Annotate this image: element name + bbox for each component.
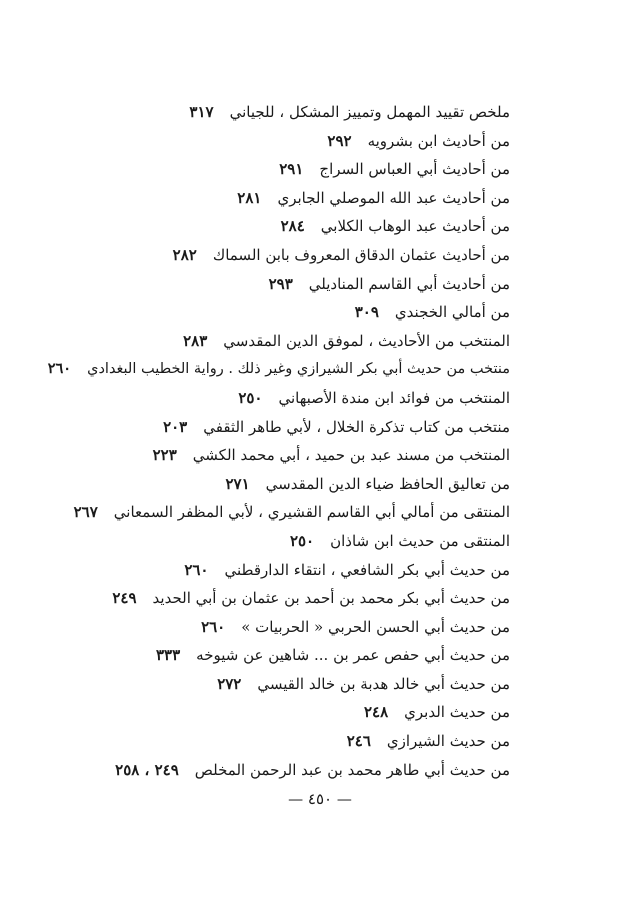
entry-page-numbers: ٣٣٣ <box>156 646 181 665</box>
page-footer <box>0 790 640 808</box>
entry-title: من حديث أبي طاهر محمد بن عبد الرحمن المخلص <box>194 760 510 779</box>
entry-title: من حديث أبي حفص عمر بن ... شاهين عن شيوخه <box>196 646 510 665</box>
index-entry <box>40 498 510 527</box>
index-entry <box>40 756 510 785</box>
index-entry <box>40 670 510 699</box>
index-entry <box>40 727 510 756</box>
entry-page-numbers: ٢٩٣ <box>268 274 293 293</box>
entry-page-numbers: ٢٤٩ <box>112 589 137 608</box>
entry-title: ملخص تقييد المهمل وتمييز المشكل ، للجياني <box>229 103 510 121</box>
entry-page-numbers: ٣١٧ <box>189 103 214 121</box>
entry-title: المنتخب من مسند عبد بن حميد ، أبي محمد الكشي <box>192 446 510 465</box>
entry-title: من أحاديث عبد الله الموصلي الجابري <box>277 188 510 207</box>
index-entry <box>40 613 510 642</box>
entry-title: منتخب من كتاب تذكرة الخلال ، لأبي طاهر الثقفي <box>203 417 510 436</box>
entry-page-numbers: ٣٠٩ <box>354 303 379 322</box>
entry-title: من أحاديث ابن بشرويه <box>367 131 510 150</box>
index-entry <box>40 527 510 556</box>
entry-page-numbers: ٢٧١ <box>225 474 250 493</box>
index-entry <box>40 127 510 156</box>
index-entry <box>40 584 510 613</box>
index-entry <box>40 270 510 299</box>
entry-page-numbers: ٢٨٣ <box>183 331 208 350</box>
index-entry <box>40 413 510 442</box>
entry-title: من حديث أبي الحسن الحربي « الحربيات » <box>241 617 510 636</box>
index-entry <box>40 384 510 413</box>
index-entry <box>40 241 510 270</box>
entry-title: من حديث أبي خالد هدبة بن خالد القيسي <box>257 674 510 693</box>
entry-title: من أحاديث أبي العباس السراج <box>319 160 510 179</box>
entry-title: من تعاليق الحافظ ضياء الدين المقدسي <box>265 474 510 493</box>
entry-page-numbers: ٢٩١ <box>279 160 304 179</box>
entry-page-numbers: ٢٤٩ ، ٢٥٨ <box>115 760 179 779</box>
index-entry <box>40 355 510 384</box>
page-number: — ٤٥٠ — <box>288 790 352 808</box>
entry-page-numbers: ٢٠٣ <box>163 417 188 436</box>
entry-page-numbers: ٢٨١ <box>237 188 262 207</box>
entry-page-numbers: ٢٦٠ <box>201 617 226 636</box>
index-entry <box>40 212 510 241</box>
index-entry <box>40 155 510 184</box>
entry-page-numbers: ٢٨٤ <box>280 217 305 236</box>
index-entry <box>40 641 510 670</box>
entry-page-numbers: ٢٧٢ <box>217 674 242 693</box>
entry-page-numbers: ٢٨٢ <box>172 245 197 264</box>
entry-title: المنتقى من أمالي أبي القاسم القشيري ، لأبي المظفر السمعاني <box>113 503 510 522</box>
index-entries-list <box>40 98 510 784</box>
index-entry <box>40 556 510 585</box>
index-entry <box>40 98 510 127</box>
index-entry <box>40 298 510 327</box>
entry-page-numbers: ٢٩٢ <box>327 131 352 150</box>
entry-title: المنتخب من الأحاديث ، لموفق الدين المقدسي <box>223 331 510 350</box>
entry-page-numbers: ٢٦٠ <box>184 560 209 579</box>
entry-title: من حديث أبي بكر محمد بن أحمد بن عثمان بن أبي الحديد <box>152 589 510 608</box>
entry-page-numbers: ٢٤٨ <box>363 703 389 722</box>
index-entry <box>40 698 510 727</box>
index-entry <box>40 470 510 499</box>
entry-page-numbers: ٢٥٠ <box>238 388 263 407</box>
entry-title: المنتقى من حديث ابن شاذان <box>330 531 510 550</box>
index-entry <box>40 327 510 356</box>
entry-title: المنتخب من فوائد ابن مندة الأصبهاني <box>278 388 510 407</box>
entry-title: من أحاديث عبد الوهاب الكلابي <box>320 217 510 236</box>
entry-title: من حديث الدبري <box>404 703 510 722</box>
entry-title: من أحاديث أبي القاسم المناديلي <box>308 274 510 293</box>
entry-title: من حديث الشيرازي <box>386 732 510 751</box>
entry-title: من حديث أبي بكر الشافعي ، انتقاء الدارقطني <box>224 560 510 579</box>
entry-page-numbers: ٢٥٠ <box>289 531 315 550</box>
entry-page-numbers: ٢٦٠ <box>47 360 72 378</box>
entry-page-numbers: ٢٢٣ <box>152 446 177 465</box>
entry-title: من أمالي الخجندي <box>394 303 510 322</box>
entry-title: من أحاديث عثمان الدقاق المعروف بابن السماك <box>212 245 510 264</box>
index-entry <box>40 441 510 470</box>
entry-title: منتخب من حديث أبي بكر الشيرازي وغير ذلك . رواية الخطيب البغدادي <box>87 361 510 378</box>
index-entry <box>40 184 510 213</box>
entry-page-numbers: ٢٤٦ <box>346 732 371 751</box>
entry-page-numbers: ٢٦٧ <box>73 503 98 522</box>
